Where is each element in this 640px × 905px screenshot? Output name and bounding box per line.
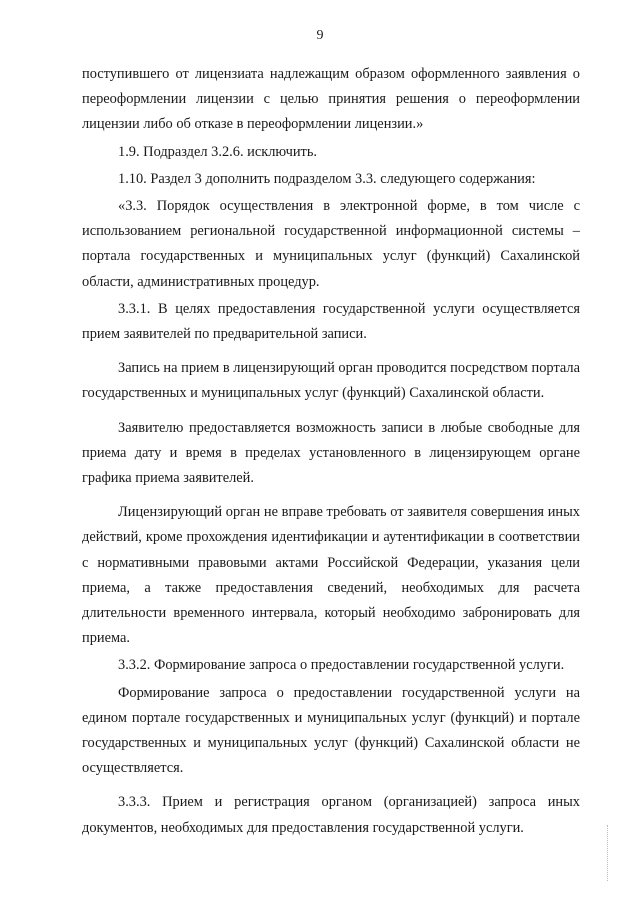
paragraph-item-1-10: 1.10. Раздел 3 дополнить подразделом 3.3. следующего содержания:	[118, 170, 536, 187]
paragraph-appointment-portal: Запись на прием в лицензирующий орган проводится посредством портала государственных и муниципальных услуг (функций) Сахалинской области.	[82, 360, 580, 402]
document-body	[82, 62, 580, 841]
paragraph-continuation: поступившего от лицензиата надлежащим образом оформленного заявления о переоформлении лицензии с целью принятия решения о переоформлении лицензии либо об отказе в переоформлении лицензии.»	[82, 66, 580, 133]
paragraph-no-extra-actions: Лицензирующий орган не вправе требовать от заявителя совершения иных действий, кроме прохождения идентификации и аутентификации в соответствии с нормативными правовыми актами Российской Федерации, указания цели приема, а также предоставления сведений, необходимых для расчета длительности временного интервала, который необходимо забронировать для приема.	[82, 504, 580, 647]
paragraph-3-3-1: 3.3.1. В целях предоставления государственной услуги осуществляется прием заявителей по предварительной записи.	[82, 300, 580, 343]
paragraph-section-3-3-title: «3.3. Порядок осуществления в электронной форме, в том числе с использованием региональной государственной информационной системы – портала государственных и муниципальных услуг (функций) Сахалинской области, административных процедур.	[82, 198, 580, 290]
paragraph-request-forming: Формирование запроса о предоставлении государственной услуги на едином портале государственных и муниципальных услуг (функций) и портале государственных и муниципальных услуг (функций) Сахалинской области не осуществляется.	[82, 684, 580, 777]
paragraph-item-1-9: 1.9. Подраздел 3.2.6. исключить.	[118, 143, 318, 160]
paragraph-3-3-2: 3.3.2. Формирование запроса о предоставлении государственной услуги.	[118, 657, 565, 674]
scan-artifact	[607, 825, 610, 881]
paragraph-free-slots: Заявителю предоставляется возможность записи в любые свободные для приема дату и время в пределах установленного в лицензирующем органе графика приема заявителей.	[82, 419, 580, 487]
page-number: 9	[316, 28, 324, 43]
paragraph-3-3-3: 3.3.3. Прием и регистрация органом (организацией) запроса иных документов, необходимых для предоставления государственной услуги.	[82, 794, 580, 836]
